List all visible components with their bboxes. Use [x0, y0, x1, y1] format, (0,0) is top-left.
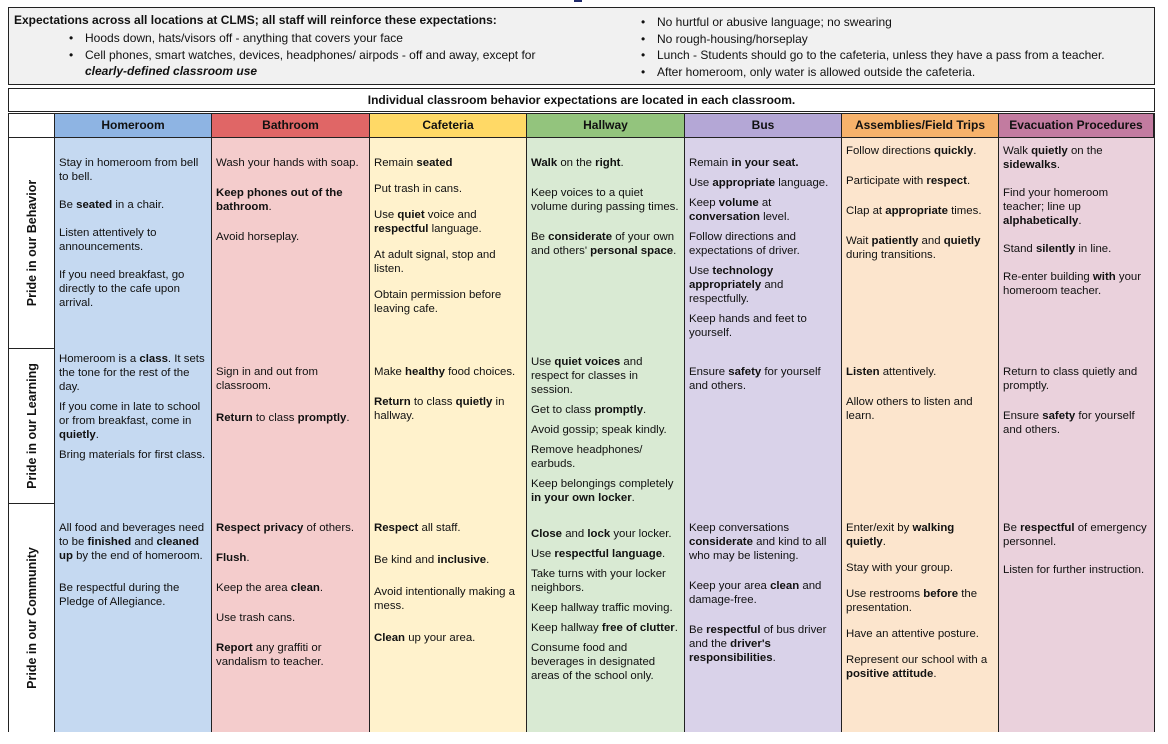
expectation-text: Flush. [216, 552, 250, 564]
expectation-text: Be considerate of your own and others' personal space. [531, 231, 677, 257]
expectation-item: • After homeroom, only water is allowed outside the cafeteria. [641, 64, 1141, 81]
expectation-text: Listen for further instruction. [1003, 564, 1145, 576]
expectation-text: Report any graffiti or vandalism to teacher. [216, 642, 324, 668]
expectation-text: Homeroom is a class. It sets the tone for the rest of the day. [59, 353, 205, 393]
left-expectations-list [69, 30, 589, 80]
classroom-note: Individual classroom behavior expectations are located in each classroom. [8, 88, 1155, 112]
row-label-text: Pride in our Community [24, 547, 39, 689]
row-label-community [9, 504, 55, 732]
behavior-matrix [8, 113, 1155, 732]
cell-homeroom-behavior [59, 156, 207, 324]
expectation-item [69, 47, 589, 80]
expectation-text: Keep hands and feet to yourself. [689, 313, 807, 339]
expectation-text: Have an attentive posture. [846, 628, 979, 640]
column-bathroom [212, 138, 370, 732]
expectation-text: Clean up your area. [374, 632, 476, 644]
expectation-item: • No rough-housing/horseplay [641, 31, 1141, 48]
cell-bathroom-learning [216, 365, 365, 443]
column-bus [685, 138, 842, 732]
expectation-text: Remove headphones/ earbuds. [531, 444, 643, 470]
expectation-text: Be kind and inclusive. [374, 554, 490, 566]
expectation-text: Use restrooms before the presentation. [846, 588, 978, 614]
cell-cafeteria-community [374, 521, 522, 663]
expectation-text: Obtain permission before leaving cafe. [374, 289, 502, 315]
expectation-item: • No hurtful or abusive language; no swearing [641, 14, 1141, 31]
cell-bus-learning [689, 365, 837, 403]
column-header-bathroom: Bathroom [212, 114, 370, 138]
column-cafeteria [370, 138, 527, 732]
matrix-corner [9, 114, 55, 138]
expectation-text: Keep phones out of the bathroom. [216, 187, 343, 213]
expectation-text: Put trash in cans. [374, 183, 463, 195]
cell-homeroom-learning [59, 352, 207, 468]
expectation-text: Be respectful of bus driver and the driver's responsibilities. [689, 624, 827, 664]
expectation-text: Stay in homeroom from bell to bell. [59, 157, 199, 183]
cell-cafeteria-behavior [374, 156, 522, 328]
column-header-homeroom: Homeroom [55, 114, 212, 138]
expectation-text: Use quiet voice and respectful language. [374, 209, 482, 235]
expectation-text: Allow others to listen and learn. [846, 396, 973, 422]
expectation-item-emphasis: clearly-defined classroom use [85, 64, 258, 78]
expectation-text: Keep belongings completely in your own locker. [531, 478, 674, 504]
row-label-learning [9, 349, 55, 504]
expectation-text: Use quiet voices and respect for classes in session. [531, 356, 643, 396]
right-expectations-list [641, 14, 1141, 80]
column-homeroom [55, 138, 212, 732]
expectation-text: All food and beverages need to be finished and cleaned up by the end of homeroom. [59, 522, 205, 562]
expectation-text: Keep your area clean and damage-free. [689, 580, 822, 606]
expectation-text: Consume food and beverages in designated areas of the school only. [531, 642, 656, 682]
expectation-text: At adult signal, stop and listen. [374, 249, 496, 275]
cell-evacuation-behavior [1003, 144, 1150, 312]
schoolwide-expectations-box [8, 7, 1155, 85]
column-assemblies [842, 138, 999, 732]
expectation-text: Be respectful during the Pledge of Allegiance. [59, 582, 180, 608]
expectation-text: Stand silently in line. [1003, 243, 1112, 255]
expectation-text: Clap at appropriate times. [846, 205, 982, 217]
expectation-text: Wait patiently and quietly during transitions. [846, 235, 981, 261]
expectation-text: Make healthy food choices. [374, 366, 516, 378]
expectation-text: Use technology appropriately and respectfully. [689, 265, 784, 305]
cell-hallway-learning [531, 355, 680, 511]
expectation-text: Ensure safety for yourself and others. [1003, 410, 1135, 436]
column-header-assemblies: Assemblies/Field Trips [842, 114, 999, 138]
expectation-text: Follow directions quickly. [846, 145, 977, 157]
expectation-item: • Lunch - Students should go to the cafeteria, unless they have a pass from a teacher. [641, 47, 1141, 64]
expectation-text: Use respectful language. [531, 548, 666, 560]
expectation-text: Avoid gossip; speak kindly. [531, 424, 667, 436]
expectation-text: Keep conversations considerate and kind to all who may be listening. [689, 522, 827, 562]
expectation-text: Use appropriate language. [689, 177, 829, 189]
column-header-bus: Bus [685, 114, 842, 138]
expectation-text: Get to class promptly. [531, 404, 647, 416]
cell-bathroom-behavior [216, 156, 365, 260]
expectation-text: Remain seated [374, 157, 453, 169]
expectation-text: Listen attentively. [846, 366, 937, 378]
expectation-text: Walk quietly on the sidewalks. [1003, 145, 1103, 171]
cell-hallway-behavior [531, 156, 680, 274]
expectation-text: Be respectful of emergency personnel. [1003, 522, 1147, 548]
column-hallway [527, 138, 685, 732]
expectation-text: Find your homeroom teacher; line up alphabetically. [1003, 187, 1109, 227]
cell-hallway-community [531, 527, 680, 689]
expectation-text: Respect privacy of others. [216, 522, 355, 534]
expectation-text: Participate with respect. [846, 175, 971, 187]
expectation-item: • Hoods down, hats/visors off - anything that covers your face [69, 30, 589, 47]
cell-assemblies-learning [846, 365, 994, 439]
cell-assemblies-community [846, 521, 994, 693]
column-header-evacuation: Evacuation Procedures [999, 114, 1154, 138]
expectation-text: Respect all staff. [374, 522, 461, 534]
cell-bus-behavior [689, 156, 837, 346]
expectation-text: Avoid intentionally making a mess. [374, 586, 515, 612]
expectation-text: Return to class quietly and promptly. [1003, 366, 1138, 392]
top-strip [0, 0, 1168, 3]
expectation-text: Keep hallway free of clutter. [531, 622, 678, 634]
expectation-text: Be seated in a chair. [59, 199, 165, 211]
expectation-text: Take turns with your locker neighbors. [531, 568, 666, 594]
row-label-behavior [9, 138, 55, 349]
column-evacuation [999, 138, 1154, 732]
expectation-text: Enter/exit by walking quietly. [846, 522, 955, 548]
expectation-text: Remain in your seat. [689, 157, 799, 169]
expectation-text: If you need breakfast, go directly to the cafe upon arrival. [59, 269, 185, 309]
expectation-text: Keep hallway traffic moving. [531, 602, 673, 614]
cell-bus-community [689, 521, 837, 681]
cell-homeroom-community [59, 521, 207, 627]
expectation-text: Stay with your group. [846, 562, 953, 574]
expectation-item-text: Cell phones, smart watches, devices, headphones/ airpods - off and away, except for [85, 47, 536, 62]
row-label-text: Pride in our Behavior [24, 179, 39, 307]
cell-cafeteria-learning [374, 365, 522, 439]
expectation-text: Wash your hands with soap. [216, 157, 359, 169]
title-fragment-mark [574, 0, 582, 2]
expectation-text: Keep voices to a quiet volume during passing times. [531, 187, 679, 213]
expectation-text: Re-enter building with your homeroom teacher. [1003, 271, 1142, 297]
cell-evacuation-learning [1003, 365, 1150, 453]
expectation-text: Avoid horseplay. [216, 231, 300, 243]
expectation-text: Listen attentively to announcements. [59, 227, 157, 253]
expectation-text: Bring materials for first class. [59, 449, 206, 461]
expectations-title: Expectations across all locations at CLMS; all staff will reinforce these expectations: [14, 13, 497, 27]
expectation-text: Close and lock your locker. [531, 528, 672, 540]
expectation-text: Keep the area clean. [216, 582, 324, 594]
expectation-text: Use trash cans. [216, 612, 296, 624]
expectation-text: Follow directions and expectations of driver. [689, 231, 800, 257]
expectation-text: Represent our school with a positive attitude. [846, 654, 988, 680]
expectation-text: Ensure safety for yourself and others. [689, 366, 821, 392]
expectation-text: If you come in late to school or from breakfast, come in quietly. [59, 401, 201, 441]
expectation-text: Return to class quietly in hallway. [374, 396, 505, 422]
column-header-hallway: Hallway [527, 114, 685, 138]
expectation-text: Sign in and out from classroom. [216, 366, 318, 392]
column-header-cafeteria: Cafeteria [370, 114, 527, 138]
cell-evacuation-community [1003, 521, 1150, 591]
row-label-text: Pride in our Learning [24, 363, 39, 489]
expectation-text: Return to class promptly. [216, 412, 350, 424]
cell-bathroom-community [216, 521, 365, 685]
expectation-text: Walk on the right. [531, 157, 624, 169]
expectation-text: Keep volume at conversation level. [689, 197, 790, 223]
cell-assemblies-behavior [846, 144, 994, 278]
